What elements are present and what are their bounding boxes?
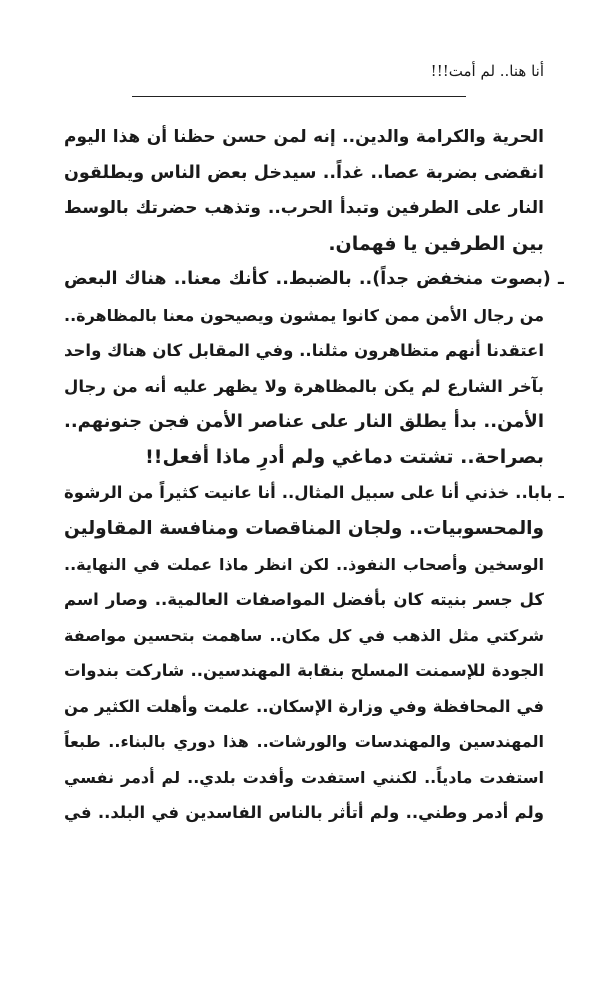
header-divider bbox=[132, 96, 466, 97]
text-line: والمحسوبيات.. ولجان المناقصات ومنافسة المقاولين bbox=[64, 518, 544, 540]
text-line: بآخر الشارع لم يكن بالمظاهرة ولا يظهر عليه أنه من رجال bbox=[64, 376, 544, 396]
text-line: بصراحة.. تشتت دماغي ولم أدرِ ماذا أفعل!! bbox=[145, 445, 544, 468]
text-line: الحرية والكرامة والدين.. إنه لمن حسن حظنا أن هذا اليوم bbox=[64, 127, 544, 147]
text-line: النار على الطرفين وتبدأ الحرب.. وتذهب حضرتك بالوسط bbox=[64, 198, 544, 219]
dialogue-line: ـ (بصوت منخفض جداً).. بالضبط.. كأنك معنا.. هناك البعض bbox=[64, 269, 564, 290]
text-line: الوسخين وأصحاب النفوذ.. لكن انظر ماذا عملت في النهاية.. bbox=[64, 554, 544, 574]
text-line: شركتي مثل الذهب في كل مكان.. ساهمت بتحسين مواصفة bbox=[64, 625, 544, 645]
text-line: كل جسر بنيته كان بأفضل المواصفات العالمية.. وصار اسم bbox=[64, 590, 544, 610]
dialogue-line: ـ بابا.. خذني أنا على سبيل المثال.. أنا عانيت كثيراً من الرشوة bbox=[64, 483, 564, 503]
body-text bbox=[64, 120, 564, 831]
text-line: بين الطرفين يا فهمان. bbox=[328, 232, 544, 255]
text-line: المهندسين والمهندسات والورشات.. هذا دوري بالبناء.. طبعاً bbox=[64, 732, 544, 752]
running-header: أنا هنا.. لم أمت!!! bbox=[430, 62, 544, 80]
text-line: اعتقدنا أنهم متظاهرون مثلنا.. وفي المقابل كان هناك واحد bbox=[64, 341, 544, 361]
text-line: من رجال الأمن ممن كانوا يمشون ويصيحون معنا بالمظاهرة.. bbox=[64, 305, 544, 325]
text-line: ولم أدمر وطني.. ولم أتأثر بالناس الفاسدين في البلد.. في bbox=[64, 803, 544, 823]
text-line: انقضى بضربة عصا.. غداً.. سيدخل بعض الناس ويطلقون bbox=[64, 162, 544, 183]
text-line: الجودة للإسمنت المسلح بنقابة المهندسين.. شاركت بندوات bbox=[64, 661, 544, 681]
text-line: استفدت مادياً.. لكنني استفدت وأفدت بلدي.. لم أدمر نفسي bbox=[64, 767, 544, 787]
text-line: في المحافظة وفي وزارة الإسكان.. علمت وأهلت الكثير من bbox=[64, 696, 544, 716]
text-line: الأمن.. بدأ يطلق النار على عناصر الأمن فجن جنونهم.. bbox=[64, 411, 544, 433]
